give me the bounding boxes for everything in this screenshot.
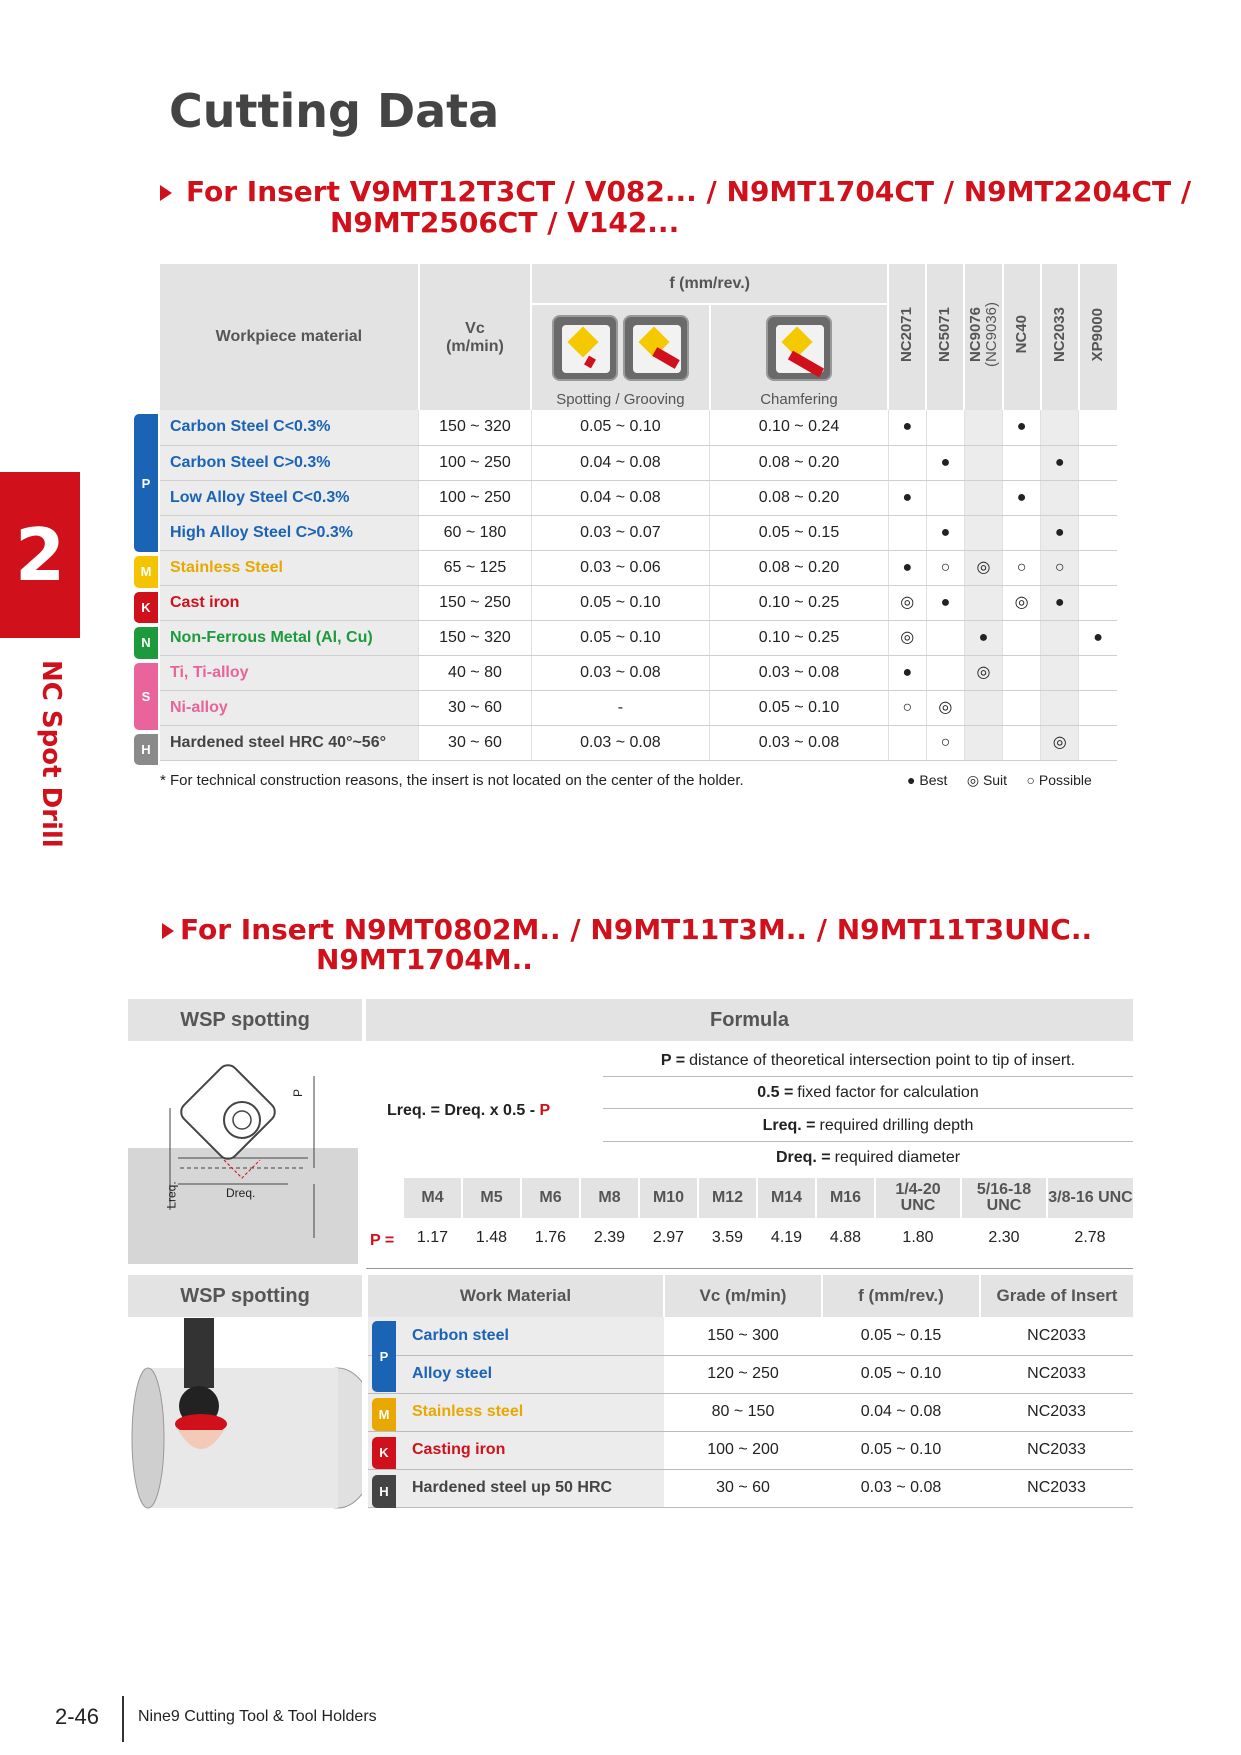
grade-mark-cell bbox=[1041, 480, 1079, 515]
chamfering-f-cell: 0.08 ~ 0.20 bbox=[710, 445, 889, 480]
material-cell: Stainless Steel bbox=[160, 550, 419, 585]
def-p: P = distance of theoretical intersection point to tip of insert. bbox=[603, 1045, 1133, 1077]
table-row bbox=[160, 445, 1117, 480]
group-tab-M: M bbox=[372, 1398, 396, 1431]
grade-mark-cell: ● bbox=[1003, 410, 1041, 445]
grade-mark-cell bbox=[1003, 655, 1041, 690]
material-cell: Ni-alloy bbox=[160, 690, 419, 725]
spotting-f-cell: 0.05 ~ 0.10 bbox=[531, 620, 710, 655]
grade-mark-cell bbox=[1079, 725, 1117, 760]
grade-mark-cell bbox=[964, 585, 1002, 620]
grade-mark-cell: ○ bbox=[926, 550, 964, 585]
chapter-name: NC Spot Drill bbox=[36, 660, 66, 848]
grade-mark-cell: ● bbox=[926, 585, 964, 620]
grade-mark-cell bbox=[1079, 550, 1117, 585]
grade-cell: NC2033 bbox=[980, 1317, 1133, 1355]
size-header: M16 bbox=[816, 1178, 875, 1218]
vc-cell: 150 ~ 300 bbox=[664, 1317, 822, 1355]
material-cell: Carbon Steel C>0.3% bbox=[160, 445, 419, 480]
dreq-label: Dreq. bbox=[226, 1186, 256, 1200]
grade-cell: NC2033 bbox=[980, 1393, 1133, 1431]
grade-mark-cell: ◎ bbox=[888, 620, 926, 655]
f-cell: 0.05 ~ 0.15 bbox=[822, 1317, 980, 1355]
wsp-spotting-header: WSP spotting bbox=[128, 999, 362, 1041]
footnote: * For technical construction reasons, the insert is not located on the center of the holder. bbox=[160, 772, 744, 789]
vc-cell: 150 ~ 320 bbox=[419, 410, 531, 445]
grade-mark-cell bbox=[1079, 655, 1117, 690]
grooving-insert-icon bbox=[623, 315, 689, 381]
p-value-cell: 1.17 bbox=[416, 1229, 449, 1246]
grade-mark-cell: ● bbox=[1041, 445, 1079, 480]
col-workpiece-material: Workpiece material bbox=[160, 264, 419, 410]
grade-mark-cell: ● bbox=[888, 655, 926, 690]
grade-mark-cell bbox=[926, 480, 964, 515]
col-work-material: Work Material bbox=[368, 1275, 664, 1317]
section2-title-line2: N9MT1704M.. bbox=[316, 943, 533, 976]
p-value-cell: 1.48 bbox=[475, 1229, 508, 1246]
group-tab-M: M bbox=[134, 556, 158, 588]
grade-cell: NC2033 bbox=[980, 1431, 1133, 1469]
triangle-bullet-icon bbox=[162, 923, 174, 939]
vc-cell: 40 ~ 80 bbox=[419, 655, 531, 690]
group-tab-P: P bbox=[372, 1321, 396, 1392]
size-header: M12 bbox=[698, 1178, 757, 1218]
grade-mark-cell bbox=[1003, 515, 1041, 550]
grade-mark-cell: ● bbox=[888, 410, 926, 445]
chamfering-insert-icon bbox=[766, 315, 832, 381]
grade-mark-cell bbox=[926, 655, 964, 690]
p-value-cell: 3.59 bbox=[711, 1229, 744, 1246]
size-header: M14 bbox=[757, 1178, 816, 1218]
table-row bbox=[160, 410, 1117, 445]
spotting-f-cell: 0.03 ~ 0.08 bbox=[531, 725, 710, 760]
chapter-tab[interactable]: 2 bbox=[0, 472, 80, 638]
p-value-cell: 4.88 bbox=[829, 1229, 862, 1246]
chamfering-f-cell: 0.05 ~ 0.10 bbox=[710, 690, 889, 725]
page-title: Cutting Data bbox=[169, 84, 500, 138]
p-value-cell: 1.80 bbox=[902, 1229, 934, 1246]
table-row bbox=[160, 690, 1117, 725]
formula-header: Formula bbox=[366, 999, 1133, 1041]
vc-cell: 100 ~ 250 bbox=[419, 480, 531, 515]
size-header: 5/16-18 UNC bbox=[961, 1178, 1047, 1218]
work-material-cell: Stainless steel bbox=[368, 1393, 664, 1431]
col-f: f (mm/rev.) bbox=[531, 264, 888, 304]
col-chamfering: Chamfering bbox=[710, 304, 889, 410]
legend: ● Best ◎ Suit ○ Possible bbox=[907, 772, 1092, 788]
grade-mark-cell bbox=[926, 410, 964, 445]
p-value-cell: 1.76 bbox=[534, 1229, 567, 1246]
group-tab-K: K bbox=[372, 1437, 396, 1470]
spotting-f-cell: 0.03 ~ 0.08 bbox=[531, 655, 710, 690]
work-material-cell: Alloy steel bbox=[368, 1355, 664, 1393]
grade-mark-cell bbox=[1003, 690, 1041, 725]
vc-cell: 30 ~ 60 bbox=[419, 725, 531, 760]
col-grade-nc5071: NC5071 bbox=[926, 264, 964, 410]
vc-cell: 120 ~ 250 bbox=[664, 1355, 822, 1393]
size-header: M5 bbox=[462, 1178, 521, 1218]
material-cell: Ti, Ti-alloy bbox=[160, 655, 419, 690]
size-header: M4 bbox=[403, 1178, 462, 1218]
p-value-cell: 2.78 bbox=[1074, 1229, 1106, 1246]
p-value-cell: 2.97 bbox=[652, 1229, 685, 1246]
grade-mark-cell bbox=[1079, 585, 1117, 620]
spotting-f-cell: 0.05 ~ 0.10 bbox=[531, 585, 710, 620]
table-row bbox=[160, 480, 1117, 515]
grade-mark-cell: ● bbox=[888, 550, 926, 585]
vc-cell: 30 ~ 60 bbox=[664, 1469, 822, 1507]
chamfering-f-cell: 0.08 ~ 0.20 bbox=[710, 480, 889, 515]
col-vc-2: Vc (m/min) bbox=[664, 1275, 822, 1317]
table-row bbox=[160, 515, 1117, 550]
def-dreq: Dreq. = required diameter bbox=[775, 1149, 961, 1166]
grade-mark-cell bbox=[1003, 445, 1041, 480]
def-factor: 0.5 = fixed factor for calculation bbox=[603, 1077, 1133, 1109]
chamfering-f-cell: 0.03 ~ 0.08 bbox=[710, 725, 889, 760]
wsp-spotting-header-2: WSP spotting bbox=[128, 1275, 362, 1317]
grade-mark-cell bbox=[964, 515, 1002, 550]
grade-mark-cell: ● bbox=[1003, 480, 1041, 515]
grade-mark-cell bbox=[964, 725, 1002, 760]
grade-mark-cell bbox=[888, 725, 926, 760]
work-material-cell: Hardened steel up 50 HRC bbox=[368, 1469, 664, 1507]
grade-mark-cell bbox=[1041, 690, 1079, 725]
spotting-f-cell: 0.04 ~ 0.08 bbox=[531, 445, 710, 480]
col-grade-nc9076: NC9076 (NC9036) bbox=[964, 264, 1002, 410]
grade-mark-cell: ● bbox=[964, 620, 1002, 655]
size-header: M8 bbox=[580, 1178, 639, 1218]
grade-mark-cell: ○ bbox=[1003, 550, 1041, 585]
def-lreq: Lreq. = required drilling depth bbox=[603, 1110, 1133, 1142]
f-cell: 0.05 ~ 0.10 bbox=[822, 1355, 980, 1393]
possible-icon: ○ bbox=[1026, 772, 1035, 788]
grade-mark-cell: ◎ bbox=[888, 585, 926, 620]
p-label: P bbox=[291, 1088, 306, 1098]
grade-mark-cell bbox=[964, 480, 1002, 515]
vc-cell: 30 ~ 60 bbox=[419, 690, 531, 725]
table-row bbox=[160, 655, 1117, 690]
table-row bbox=[368, 1317, 1133, 1355]
work-material-cell: Casting iron bbox=[368, 1431, 664, 1469]
table-row bbox=[160, 585, 1117, 620]
wsp-cutting-table bbox=[368, 1275, 1133, 1508]
vc-cell: 65 ~ 125 bbox=[419, 550, 531, 585]
spotting-f-cell: 0.03 ~ 0.07 bbox=[531, 515, 710, 550]
work-material-cell: Carbon steel bbox=[368, 1317, 664, 1355]
p-values-table bbox=[402, 1178, 1133, 1258]
col-spotting: Spotting / Grooving bbox=[531, 304, 710, 410]
col-grade-nc2071: NC2071 bbox=[888, 264, 926, 410]
section1-title-line2: N9MT2506CT / V142... bbox=[330, 206, 680, 239]
material-cell: High Alloy Steel C>0.3% bbox=[160, 515, 419, 550]
footer-divider bbox=[122, 1696, 124, 1742]
section1-title: For Insert V9MT12T3CT / V082... / N9MT1704CT / N9MT2204CT / bbox=[160, 176, 1191, 207]
chamfering-f-cell: 0.03 ~ 0.08 bbox=[710, 655, 889, 690]
suit-icon: ◎ bbox=[966, 772, 980, 788]
group-tab-S: S bbox=[134, 663, 158, 730]
grade-mark-cell bbox=[888, 515, 926, 550]
table-row bbox=[160, 620, 1117, 655]
vc-cell: 80 ~ 150 bbox=[664, 1393, 822, 1431]
grade-mark-cell bbox=[888, 445, 926, 480]
group-tab-P: P bbox=[134, 414, 158, 552]
grade-mark-cell bbox=[1041, 410, 1079, 445]
lreq-label: Lreq. bbox=[164, 1181, 179, 1209]
table-row bbox=[160, 550, 1117, 585]
material-cell: Non-Ferrous Metal (Al, Cu) bbox=[160, 620, 419, 655]
vc-cell: 150 ~ 320 bbox=[419, 620, 531, 655]
chamfering-f-cell: 0.08 ~ 0.20 bbox=[710, 550, 889, 585]
f-cell: 0.05 ~ 0.10 bbox=[822, 1431, 980, 1469]
grade-mark-cell bbox=[1079, 445, 1117, 480]
best-icon: ● bbox=[907, 772, 916, 788]
grade-cell: NC2033 bbox=[980, 1355, 1133, 1393]
group-tab-N: N bbox=[134, 627, 158, 659]
p-value-cell: 2.30 bbox=[988, 1229, 1020, 1246]
grade-mark-cell: ◎ bbox=[1003, 585, 1041, 620]
footer-text: Nine9 Cutting Tool & Tool Holders bbox=[138, 1708, 377, 1725]
grade-mark-cell bbox=[1003, 725, 1041, 760]
size-header: M6 bbox=[521, 1178, 580, 1218]
grade-mark-cell: ◎ bbox=[1041, 725, 1079, 760]
table-row bbox=[368, 1355, 1133, 1393]
chamfering-f-cell: 0.10 ~ 0.24 bbox=[710, 410, 889, 445]
grade-mark-cell: ● bbox=[1079, 620, 1117, 655]
col-grade-nc40: NC40 bbox=[1003, 264, 1041, 410]
p-value-cell: 4.19 bbox=[770, 1229, 803, 1246]
grade-mark-cell bbox=[1079, 480, 1117, 515]
f-cell: 0.04 ~ 0.08 bbox=[822, 1393, 980, 1431]
chamfering-f-cell: 0.10 ~ 0.25 bbox=[710, 620, 889, 655]
grade-mark-cell: ● bbox=[1041, 515, 1079, 550]
vc-cell: 60 ~ 180 bbox=[419, 515, 531, 550]
f-cell: 0.03 ~ 0.08 bbox=[822, 1469, 980, 1507]
table-row bbox=[368, 1393, 1133, 1431]
spotting-f-cell: 0.03 ~ 0.06 bbox=[531, 550, 710, 585]
col-grade-nc2033: NC2033 bbox=[1041, 264, 1079, 410]
material-cell: Carbon Steel C<0.3% bbox=[160, 410, 419, 445]
table-row bbox=[160, 725, 1117, 760]
triangle-bullet-icon bbox=[160, 185, 172, 201]
grade-mark-cell bbox=[964, 410, 1002, 445]
group-tab-H: H bbox=[134, 734, 158, 766]
size-header: 1/4-20 UNC bbox=[875, 1178, 961, 1218]
spotting-illustration bbox=[128, 1318, 362, 1516]
grade-mark-cell: ● bbox=[1041, 585, 1079, 620]
material-cell: Low Alloy Steel C<0.3% bbox=[160, 480, 419, 515]
p-value-cell: 2.39 bbox=[593, 1229, 626, 1246]
grade-mark-cell: ● bbox=[888, 480, 926, 515]
cutting-data-table bbox=[160, 264, 1117, 761]
grade-mark-cell: ● bbox=[926, 515, 964, 550]
grade-mark-cell bbox=[1079, 515, 1117, 550]
grade-mark-cell bbox=[926, 620, 964, 655]
table-row bbox=[368, 1431, 1133, 1469]
table-row bbox=[368, 1469, 1133, 1507]
spotting-f-cell: - bbox=[531, 690, 710, 725]
formula-text: Lreq. = Dreq. x 0.5 - P bbox=[387, 1102, 551, 1119]
grade-mark-cell: ○ bbox=[926, 725, 964, 760]
grade-mark-cell bbox=[1003, 620, 1041, 655]
grade-mark-cell bbox=[1041, 620, 1079, 655]
spotting-insert-icon bbox=[552, 315, 618, 381]
vc-cell: 100 ~ 200 bbox=[664, 1431, 822, 1469]
material-cell: Cast iron bbox=[160, 585, 419, 620]
group-tab-K: K bbox=[134, 592, 158, 624]
grade-mark-cell: ○ bbox=[1041, 550, 1079, 585]
spotting-f-cell: 0.04 ~ 0.08 bbox=[531, 480, 710, 515]
p-row-label: P = bbox=[370, 1232, 395, 1249]
vc-cell: 150 ~ 250 bbox=[419, 585, 531, 620]
col-vc: Vc (m/min) bbox=[419, 264, 531, 410]
grade-mark-cell bbox=[1079, 690, 1117, 725]
group-tab-H: H bbox=[372, 1475, 396, 1508]
col-f-2: f (mm/rev.) bbox=[822, 1275, 980, 1317]
grade-mark-cell: ○ bbox=[888, 690, 926, 725]
material-cell: Hardened steel HRC 40°~56° bbox=[160, 725, 419, 760]
chamfering-f-cell: 0.10 ~ 0.25 bbox=[710, 585, 889, 620]
grade-mark-cell bbox=[1041, 655, 1079, 690]
col-grade-xp9000: XP9000 bbox=[1079, 264, 1117, 410]
grade-mark-cell bbox=[1079, 410, 1117, 445]
page-number: 2-46 bbox=[55, 1704, 100, 1729]
grade-mark-cell: ● bbox=[926, 445, 964, 480]
grade-mark-cell: ◎ bbox=[964, 550, 1002, 585]
col-grade: Grade of Insert bbox=[980, 1275, 1133, 1317]
spotting-diagram bbox=[128, 1048, 358, 1264]
grade-cell: NC2033 bbox=[980, 1469, 1133, 1507]
vc-cell: 100 ~ 250 bbox=[419, 445, 531, 480]
spotting-f-cell: 0.05 ~ 0.10 bbox=[531, 410, 710, 445]
chamfering-f-cell: 0.05 ~ 0.15 bbox=[710, 515, 889, 550]
grade-mark-cell: ◎ bbox=[964, 655, 1002, 690]
size-header: M10 bbox=[639, 1178, 698, 1218]
size-header: 3/8-16 UNC bbox=[1047, 1178, 1133, 1218]
grade-mark-cell: ◎ bbox=[926, 690, 964, 725]
grade-mark-cell bbox=[964, 690, 1002, 725]
grade-mark-cell bbox=[964, 445, 1002, 480]
section2-title: For Insert N9MT0802M.. / N9MT11T3M.. / N9MT11T3UNC.. bbox=[162, 914, 1092, 945]
